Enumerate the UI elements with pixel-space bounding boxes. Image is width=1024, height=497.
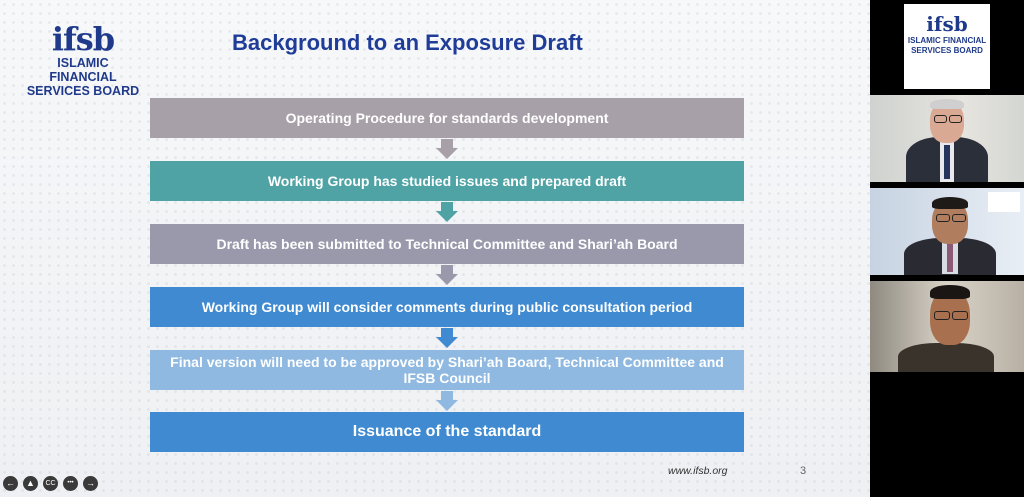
participant-2-glasses-left — [936, 214, 950, 222]
more-icon[interactable]: ••• — [63, 476, 78, 491]
participant-1-tie — [944, 145, 950, 179]
participant-tile-logo[interactable] — [904, 4, 990, 89]
participant-video-1[interactable] — [870, 95, 1024, 182]
step-box-3: Draft has been submitted to Technical Committee and Shari’ah Board — [150, 224, 744, 264]
ifsb-logo-mark: ifsb — [51, 20, 115, 58]
participant-2-background-logo — [988, 192, 1020, 212]
pointer-icon[interactable]: ▲ — [23, 476, 38, 491]
arrow-left-icon[interactable]: ← — [3, 476, 18, 491]
slide-title: Background to an Exposure Draft — [232, 30, 583, 55]
arrow-right-icon[interactable]: → — [83, 476, 98, 491]
participant-1-glasses-right — [949, 115, 962, 123]
participant-1-glasses-left — [934, 115, 947, 123]
footer-url: www.ifsb.org — [668, 465, 728, 477]
step-arrow-1 — [436, 139, 458, 161]
tile-logo-line1: ISLAMIC FINANCIAL — [907, 36, 987, 45]
participant-3-shirt — [898, 343, 994, 372]
participant-3-glasses-left — [934, 311, 950, 320]
tile-logo-line2: SERVICES BOARD — [911, 46, 983, 55]
step-arrow-4 — [436, 328, 458, 350]
participant-video-2[interactable] — [870, 188, 1024, 275]
ifsb-logo — [22, 22, 144, 98]
presentation-controls — [3, 476, 98, 491]
step-box-1: Operating Procedure for standards development — [150, 98, 744, 138]
step-arrow-3 — [436, 265, 458, 287]
participant-2-glasses-right — [952, 214, 966, 222]
participant-1-hair — [930, 99, 964, 109]
step-box-2: Working Group has studied issues and prepared draft — [150, 161, 744, 201]
closed-captions-icon[interactable]: CC — [43, 476, 58, 491]
step-box-5: Final version will need to be approved by Shari’ah Board, Technical Committee and IFSB Council — [150, 350, 744, 390]
participant-2-hair — [932, 197, 968, 209]
ifsb-logo-line2: SERVICES BOARD — [26, 84, 140, 98]
participant-2-tie — [947, 244, 953, 272]
participant-video-3[interactable] — [870, 281, 1024, 372]
step-arrow-5 — [436, 391, 458, 413]
tile-logo-mark: ifsb — [926, 12, 968, 36]
page-number: 3 — [800, 465, 807, 477]
step-arrow-2 — [436, 202, 458, 224]
ifsb-logo-line1: ISLAMIC FINANCIAL — [49, 56, 117, 84]
step-box-6: Issuance of the standard — [150, 412, 744, 452]
step-box-4: Working Group will consider comments during public consultation period — [150, 287, 744, 327]
participant-3-glasses-right — [952, 311, 968, 320]
participant-3-hair — [930, 285, 970, 299]
